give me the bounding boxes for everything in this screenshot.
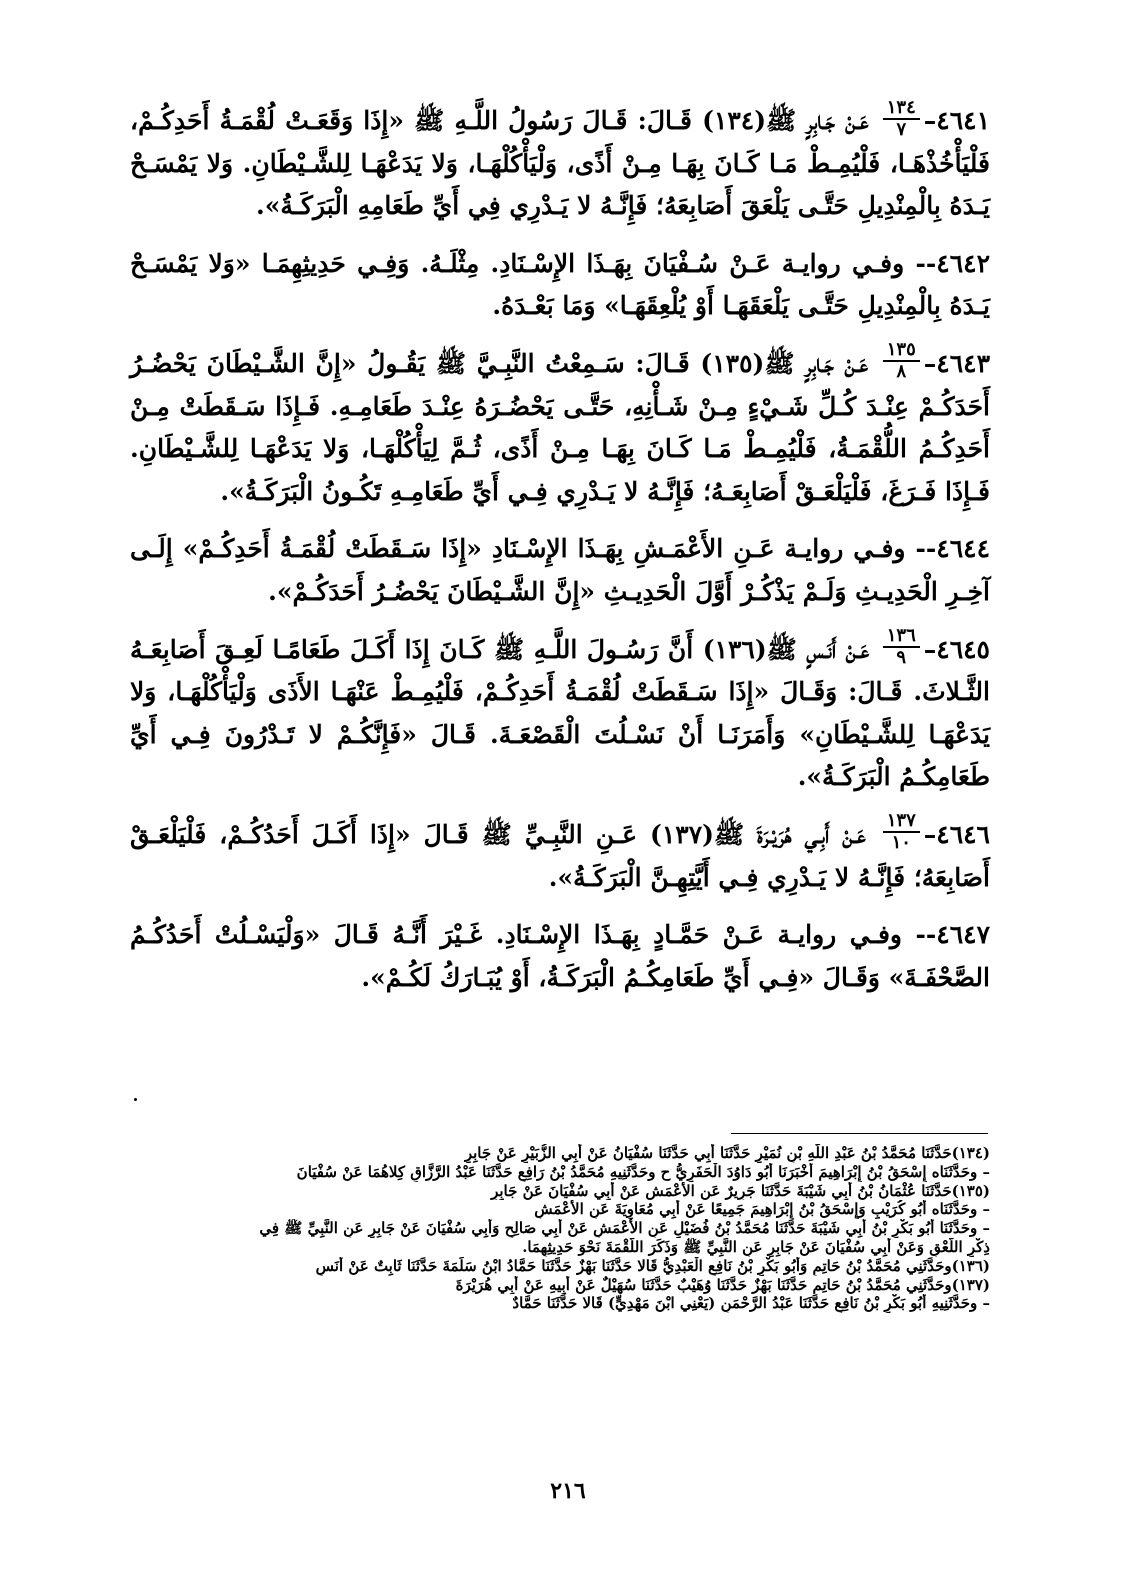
footnote-line: – وحَدَّثَنِيهِ أَبُو بَكْرِ بْنُ نَافِعٍ حَدَّثَنَا عَبْدُ الرَّحْمَنِ (يَعْنِي ابْنَ مَهْدِيٍّ) قَالا حَدَّثَنَا حَمَّادٌ — [512, 1294, 990, 1313]
fraction-denominator: ٨ — [896, 361, 907, 383]
chapter-fraction — [883, 341, 920, 381]
hadith-dash: -- — [915, 534, 937, 564]
hadith-body: وفـي روايـة عَـنْ سُـفْيَانَ بِهَـذَا الإِسْـنَادِ. مِثْلَـهُ. وَفِـي حَدِيثِهِمَـا «وَلا يَمْسَـحْ يَـدَهُ بِالْمِنْدِيلِ حَتَّـى يَلْعَقَهَـا أَوْ يُلْعِقَهَـا» وَمَا بَعْـدَهُ. — [130, 248, 990, 321]
hadith-dash: – — [923, 634, 937, 664]
hadith-dash: – — [923, 106, 937, 135]
hadith-dash: – — [923, 819, 937, 849]
hadith-text-block — [130, 96, 990, 1014]
hadith-body: عَـنْ جَـابِرٍ ﷺ(١٣٤) قَـالَ: قَـالَ رَسُولُ اللَّـهِ ﷺ «إِذَا وَقَعَـتْ لُقْمَـةُ أَحَدِكُـمْ، فَلْيَأْخُذْهَـا، فَلْيُمِـطْ مَـا كَـانَ بِهَـا مِـنْ أَذًى، وَلْيَأْكُلْهَـا، وَلا يَدَعْهَـا لِلشَّـيْطَانِ. وَلا يَمْسَـحْ يَـدَهُ بِالْمِنْدِيلِ حَتَّـى يَلْعَقَ أَصَابِعَهُ؛ فَإِنَّـهُ لا يَـدْرِي فِي أَيِّ طَعَامِهِ الْبَرَكَـةُ». — [130, 106, 990, 221]
footnote-line: (١٣٤)حَدَّثَنَا مُحَمَّدُ بْنُ عَبْدِ اللَّهِ بْنِ نُمَيْرٍ حَدَّثَنَا أَبِي حَدَّثَنَا سُفْيَانُ عَنْ أَبِي الزُّبَيْرِ عَنْ جَابِرٍ — [464, 1144, 990, 1162]
fraction-denominator: ٧ — [896, 118, 907, 140]
fraction-denominator: ١٠ — [891, 832, 911, 854]
chapter-fraction — [883, 96, 920, 140]
footnote-line: (١٣٥)حَدَّثَنَا عُثْمَانُ بْنُ أَبِي شَيْبَةَ حَدَّثَنَا جَرِيرٌ عَنِ الأَعْمَشِ عَنْ أَبِي سُفْيَانَ عَنْ جَابِرٍ — [491, 1181, 990, 1200]
hadith-entry — [130, 625, 990, 799]
footnotes-block — [148, 1144, 990, 1313]
chapter-fraction — [883, 812, 920, 852]
hadith-number: ٤٦٤٧ — [936, 920, 990, 950]
footnote-line: – وحَدَّثَنَا أَبُو بَكْرِ بْنُ أَبِي شَيْبَةَ حَدَّثَنَا مُحَمَّدُ بْنُ فُضَيْلٍ عَنِ الأَعْمَشِ عَنْ أَبِي صَالِحٍ وَأَبِي سُفْيَانَ عَنْ جَابِرٍ عَنِ النَّبِيِّ ﷺ فِي — [259, 1219, 990, 1238]
chapter-fraction — [883, 627, 920, 667]
hadith-body: عَـنْ أَبِـي هُرَيْـرَةَ ﷺ(١٣٧) عَـنِ النَّبِـيِّ ﷺ قَـالَ «إِذَا أَكَـلَ أَحَدُكُـمْ، فَلْيَلْعَـقْ أَصَابِعَهُ؛ فَإِنَّـهُ لا يَـدْرِي فِـي أَيَّتِهِـنَّ الْبَرَكَـةُ». — [130, 819, 990, 892]
hadith-body: عَـنْ جَـابِرٍ ﷺ(١٣٥) قَـالَ: سَـمِعْتُ النَّبِـيَّ ﷺ يَقُـولُ «إِنَّ الشَّـيْطَانَ يَحْضُـرُ أَحَدَكُـمْ عِنْـدَ كُـلِّ شَـيْءٍ مِـنْ شَـأْنِهِ، حَتَّـى يَحْضُـرَهُ عِنْـدَ طَعَامِـهِ. فَـإِذَا سَـقَطَتْ مِـنْ أَحَدِكُـمُ اللُّقْمَـةُ، فَلْيُمِـطْ مَـا كَـانَ بِهَـا مِـنْ أَذًى، ثُـمَّ لِيَأْكُلْهَـا، وَلا يَدَعْهَـا لِلشَّـيْطَانِ. فَـإِذَا فَـرَغَ، فَلْيَلْعَـقْ أَصَابِعَـهُ؛ فَإِنَّـهُ لا يَـدْرِي فِـي أَيِّ طَعَامِـهِ تَكُـونُ الْبَرَكَـةُ». — [130, 348, 990, 506]
hadith-entry — [130, 96, 990, 228]
stray-dot — [134, 1098, 137, 1101]
hadith-entry — [130, 528, 990, 613]
hadith-number: ٤٦٤٥ — [936, 634, 990, 664]
hadith-number: ٤٦٤٢ — [936, 248, 990, 278]
hadith-number: ٤٦٤٣ — [936, 348, 990, 378]
fraction-numerator: ١٣٥ — [883, 341, 920, 362]
hadith-entry — [130, 914, 990, 999]
hadith-entry — [130, 810, 990, 899]
footnote-line: – وحَدَّثَنَاه إِسْحَقُ بْنُ إِبْرَاهِيمَ أَخْبَرَنَا أَبُو دَاوُدَ الْحَفَرِيُّ ح وحَدَّثَنِيهِ مُحَمَّدُ بْنُ رَافِعٍ حَدَّثَنَا عَبْدُ الرَّزَّاقِ كِلاهُمَا عَنْ سُفْيَانَ — [296, 1162, 990, 1181]
hadith-number: ٤٦٤٦ — [936, 819, 990, 849]
hadith-dash: -- — [915, 920, 937, 950]
hadith-dash: -- — [915, 248, 937, 278]
fraction-numerator: ١٣٧ — [883, 812, 920, 833]
hadith-number: ٤٦٤٤ — [936, 534, 990, 564]
page-number: ٢١٦ — [550, 1478, 586, 1504]
hadith-body: وفـي روايـة عَـنْ حَمَّـادٍ بِهَـذَا الإِسْـنَادِ. غَـيْرَ أَنَّـهُ قَـالَ «وَلْيَسْـلُتْ أَحَدُكُـمُ الصَّحْفَـةَ» وَقَـالَ «فِـي أَيِّ طَعَامِكُـمُ الْبَرَكَـةُ، أَوْ يُبَـارَكُ لَكُـمْ». — [130, 920, 990, 992]
fraction-denominator: ٩ — [896, 647, 907, 669]
footnote-line: (١٣٧)وحَدَّثَنِي مُحَمَّدُ بْنُ حَاتِمٍ حَدَّثَنَا بَهْزٌ حَدَّثَنَا وُهَيْبٌ حَدَّثَنَا سُهَيْلٌ عَنْ أَبِيهِ عَنْ أَبِي هُرَيْرَةَ — [455, 1275, 990, 1294]
hadith-number: ٤٦٤١ — [936, 106, 990, 135]
fraction-numerator: ١٣٤ — [883, 99, 920, 120]
hadith-entry — [130, 243, 990, 328]
fraction-numerator: ١٣٦ — [883, 627, 920, 648]
hadith-dash: – — [923, 348, 937, 378]
footnote-line: – وحَدَّثَنَاه أَبُو كُرَيْبٍ وَإِسْحَقُ بْنُ إِبْرَاهِيمَ جَمِيعًا عَنْ أَبِي مُعَاوِيَةَ عَنِ الأَعْمَشِ — [534, 1200, 990, 1219]
footnote-line: (١٣٦)وحَدَّثَنِي مُحَمَّدُ بْنُ حَاتِمٍ وَأَبُو بَكْرِ بْنُ نَافِعٍ الْعَبْدِيُّ قَالا حَدَّثَنَا بَهْزٌ حَدَّثَنَا حَمَّادُ ابْنُ سَلَمَةَ حَدَّثَنَا ثَابِتٌ عَنْ أَنَسٍ — [315, 1256, 990, 1275]
hadith-entry — [130, 339, 990, 513]
footnote-separator — [731, 1133, 988, 1134]
footnote-line: ذِكْرِ اللَّعْقِ وَعَنْ أَبِي سُفْيَانَ عَنْ جَابِرٍ عَنِ النَّبِيِّ ﷺ وَذَكَرَ اللُّقْمَةَ نَحْوَ حَدِيثِهِمَا. — [522, 1237, 990, 1256]
hadith-body: وفـي روايـة عَـنِ الأَعْمَـشِ بِهَـذَا الإِسْـنَادِ «إِذَا سَـقَطَتْ لُقْمَـةُ أَحَدِكُـمْ» إِلَـى آخِـرِ الْحَدِيـثِ وَلَـمْ يَذْكُـرْ أَوَّلَ الْحَدِيـثِ «إِنَّ الشَّـيْطَانَ يَحْضُـرُ أَحَدَكُـمْ». — [130, 534, 990, 606]
hadith-body: عَـنْ أَنَـسٍ ﷺ(١٣٦) أَنَّ رَسُـولَ اللَّـهِ ﷺ كَـانَ إِذَا أَكَـلَ طَعَامًـا لَعِـقَ أَصَابِعَـهُ الثَّـلاثَ. قَـالَ: وَقَـالَ «إِذَا سَـقَطَتْ لُقْمَـةُ أَحَدِكُـمْ، فَلْيُمِـطْ عَنْهَـا الأَذَى وَلْيَأْكُلْهَـا، وَلا يَدَعْهَـا لِلشَّـيْطَانِ» وَأَمَرَنَـا أَنْ نَسْـلُتَ الْقَصْعَـةَ. قَـالَ «فَإِنَّكُـمْ لا تَـدْرُونَ فِـي أَيِّ طَعَامِكُـمُ الْبَرَكَـةُ». — [130, 634, 990, 792]
